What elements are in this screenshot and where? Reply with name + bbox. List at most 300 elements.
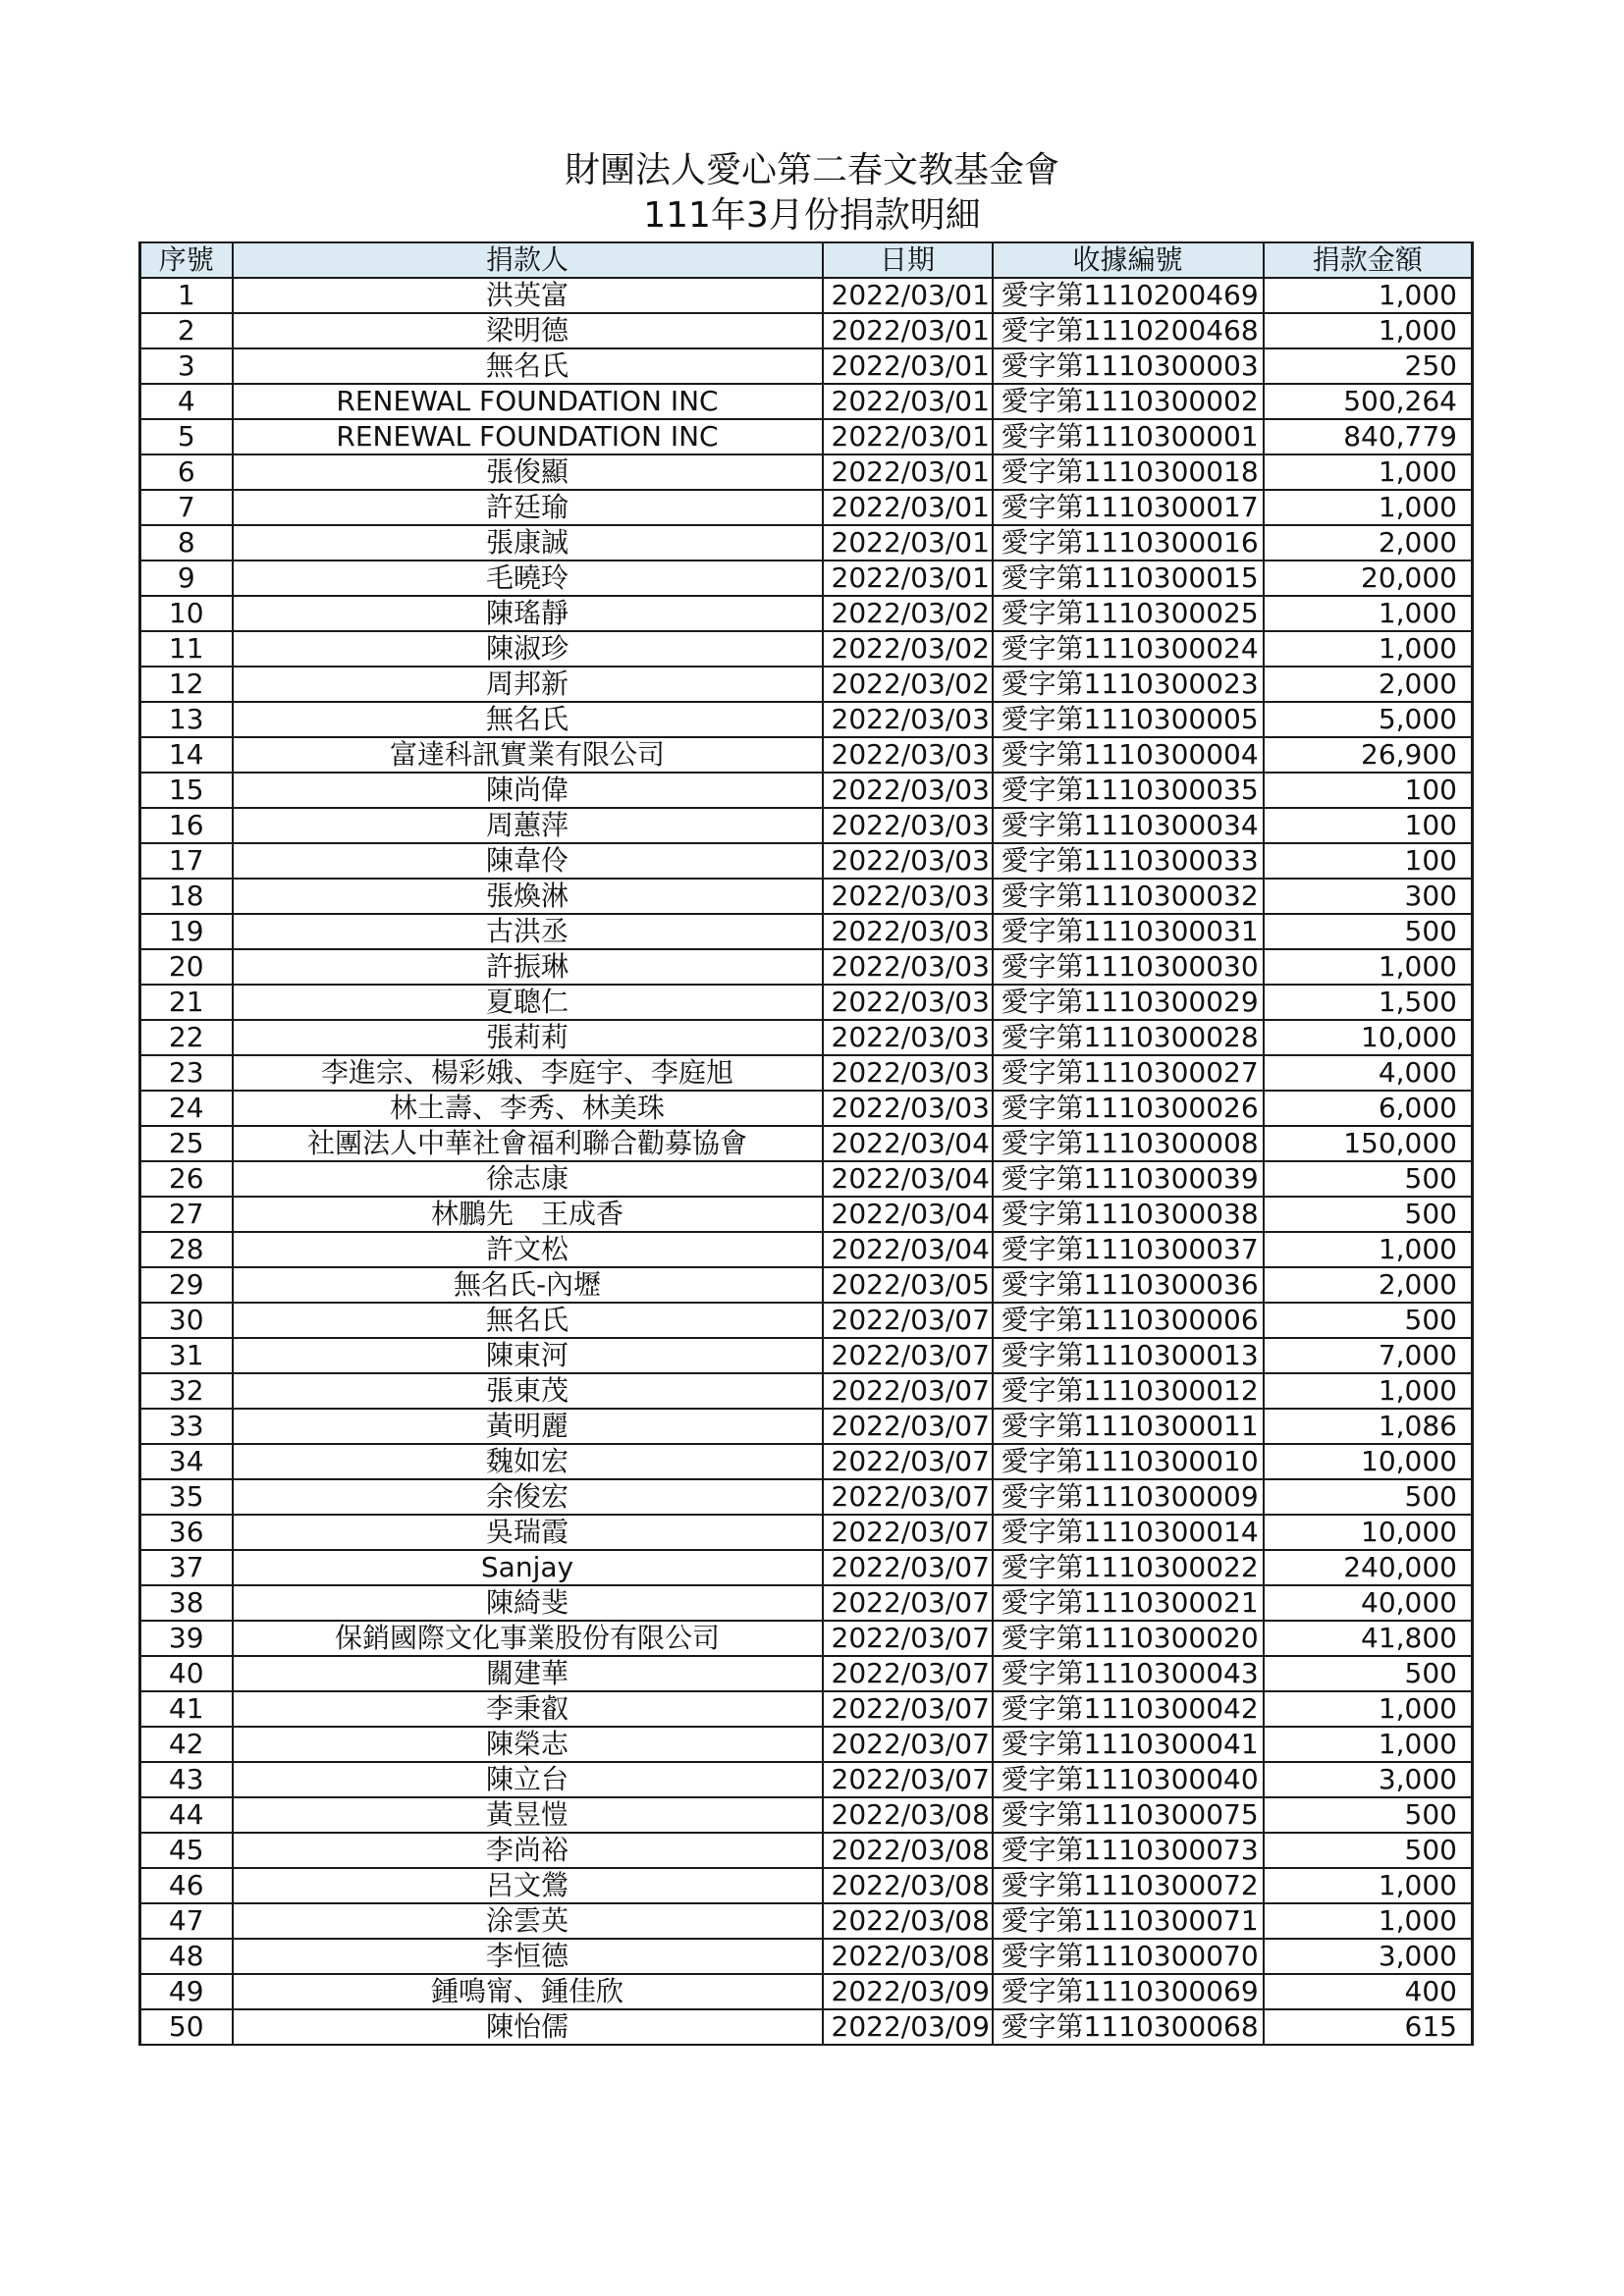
donor-name: 關建華: [233, 1656, 823, 1691]
donation-amount: 500: [1264, 1797, 1473, 1833]
donation-date: 2022/03/03: [823, 949, 993, 985]
donation-date: 2022/03/04: [823, 1161, 993, 1197]
table-row: [140, 702, 1473, 737]
donation-date: 2022/03/04: [823, 1232, 993, 1267]
donation-date: 2022/03/07: [823, 1762, 993, 1797]
row-number: 41: [140, 1691, 233, 1727]
table-row: [140, 2009, 1473, 2045]
donation-amount: 100: [1264, 808, 1473, 843]
donation-amount: 40,000: [1264, 1585, 1473, 1621]
row-number: 32: [140, 1373, 233, 1409]
donor-name: 陳怡儒: [233, 2009, 823, 2045]
row-number: 22: [140, 1020, 233, 1055]
table-row: [140, 525, 1473, 561]
row-number: 16: [140, 808, 233, 843]
donation-date: 2022/03/07: [823, 1444, 993, 1479]
table-row: [140, 1479, 1473, 1515]
donor-name: 陳韋伶: [233, 843, 823, 879]
donation-table: [138, 241, 1474, 2046]
donation-amount: 500: [1264, 1161, 1473, 1197]
table-row: [140, 384, 1473, 419]
donation-date: 2022/03/07: [823, 1373, 993, 1409]
row-number: 17: [140, 843, 233, 879]
receipt-number: 愛字第1110300016: [993, 525, 1264, 561]
donation-amount: 400: [1264, 1974, 1473, 2009]
donor-name: 陳榮志: [233, 1727, 823, 1762]
donor-name: 李秉叡: [233, 1691, 823, 1727]
donation-date: 2022/03/03: [823, 702, 993, 737]
donation-date: 2022/03/03: [823, 843, 993, 879]
donation-amount: 1,000: [1264, 1727, 1473, 1762]
row-number: 11: [140, 631, 233, 667]
donation-amount: 500: [1264, 1303, 1473, 1338]
receipt-number: 愛字第1110300010: [993, 1444, 1264, 1479]
receipt-number: 愛字第1110300073: [993, 1833, 1264, 1868]
table-row: [140, 1444, 1473, 1479]
donation-amount: 240,000: [1264, 1550, 1473, 1585]
row-number: 1: [140, 278, 233, 313]
donation-amount: 1,000: [1264, 278, 1473, 313]
donation-amount: 10,000: [1264, 1515, 1473, 1550]
receipt-number: 愛字第1110300041: [993, 1727, 1264, 1762]
row-number: 39: [140, 1621, 233, 1656]
receipt-number: 愛字第1110300034: [993, 808, 1264, 843]
table-row: [140, 1515, 1473, 1550]
donation-amount: 100: [1264, 843, 1473, 879]
donation-amount: 3,000: [1264, 1939, 1473, 1974]
receipt-number: 愛字第1110200468: [993, 313, 1264, 348]
table-body: [140, 278, 1473, 2045]
receipt-number: 愛字第1110300006: [993, 1303, 1264, 1338]
donor-name: 古洪丞: [233, 914, 823, 949]
receipt-number: 愛字第1110300024: [993, 631, 1264, 667]
row-number: 31: [140, 1338, 233, 1373]
donation-date: 2022/03/03: [823, 808, 993, 843]
table-row: [140, 1091, 1473, 1126]
donation-amount: 1,500: [1264, 985, 1473, 1020]
donor-name: 社團法人中華社會福利聯合勸募協會: [233, 1126, 823, 1161]
receipt-number: 愛字第1110300011: [993, 1409, 1264, 1444]
donation-amount: 500: [1264, 1479, 1473, 1515]
table-row: [140, 914, 1473, 949]
table-header-row: [140, 242, 1473, 278]
table-row: [140, 1656, 1473, 1691]
donation-amount: 250: [1264, 348, 1473, 384]
donor-name: 張康誠: [233, 525, 823, 561]
donation-amount: 10,000: [1264, 1020, 1473, 1055]
column-header-amount: 捐款金額: [1264, 242, 1473, 278]
donation-date: 2022/03/01: [823, 454, 993, 490]
donation-date: 2022/03/07: [823, 1515, 993, 1550]
donation-date: 2022/03/01: [823, 384, 993, 419]
table-row: [140, 1727, 1473, 1762]
donation-date: 2022/03/03: [823, 1020, 993, 1055]
donation-date: 2022/03/07: [823, 1727, 993, 1762]
table-row: [140, 1338, 1473, 1373]
table-row: [140, 1868, 1473, 1903]
donation-date: 2022/03/07: [823, 1656, 993, 1691]
donation-date: 2022/03/08: [823, 1868, 993, 1903]
donation-amount: 1,000: [1264, 949, 1473, 985]
document-subtitle: 111年3月份捐款明細: [643, 195, 981, 236]
donation-amount: 500: [1264, 1197, 1473, 1232]
donor-name: RENEWAL FOUNDATION INC: [233, 384, 823, 419]
donation-amount: 26,900: [1264, 737, 1473, 773]
table-row: [140, 1550, 1473, 1585]
table-row: [140, 1797, 1473, 1833]
receipt-number: 愛字第1110300036: [993, 1267, 1264, 1303]
row-number: 37: [140, 1550, 233, 1585]
donation-date: 2022/03/03: [823, 773, 993, 808]
donor-name: 鍾鳴甯、鍾佳欣: [233, 1974, 823, 2009]
receipt-number: 愛字第1110300043: [993, 1656, 1264, 1691]
donation-amount: 500: [1264, 1656, 1473, 1691]
table-row: [140, 348, 1473, 384]
table-row: [140, 596, 1473, 631]
receipt-number: 愛字第1110300029: [993, 985, 1264, 1020]
table-row: [140, 561, 1473, 596]
table-row: [140, 1267, 1473, 1303]
receipt-number: 愛字第1110300012: [993, 1373, 1264, 1409]
donor-name: 黃昱愷: [233, 1797, 823, 1833]
donor-name: 徐志康: [233, 1161, 823, 1197]
receipt-number: 愛字第1110300035: [993, 773, 1264, 808]
donation-amount: 500: [1264, 914, 1473, 949]
document-title: 財團法人愛心第二春文教基金會: [564, 150, 1059, 190]
receipt-number: 愛字第1110300013: [993, 1338, 1264, 1373]
donor-name: 許振琳: [233, 949, 823, 985]
receipt-number: 愛字第1110300015: [993, 561, 1264, 596]
receipt-number: 愛字第1110300038: [993, 1197, 1264, 1232]
row-number: 2: [140, 313, 233, 348]
donor-name: 毛曉玲: [233, 561, 823, 596]
row-number: 23: [140, 1055, 233, 1091]
receipt-number: 愛字第1110300020: [993, 1621, 1264, 1656]
row-number: 38: [140, 1585, 233, 1621]
table-row: [140, 1691, 1473, 1727]
donor-name: 張俊顯: [233, 454, 823, 490]
donor-name: RENEWAL FOUNDATION INC: [233, 419, 823, 454]
table-row: [140, 278, 1473, 313]
table-row: [140, 1621, 1473, 1656]
donor-name: 周蕙萍: [233, 808, 823, 843]
donor-name: Sanjay: [233, 1550, 823, 1585]
table-row: [140, 490, 1473, 525]
receipt-number: 愛字第1110300025: [993, 596, 1264, 631]
donation-amount: 4,000: [1264, 1055, 1473, 1091]
table-row: [140, 1232, 1473, 1267]
column-header-number: 序號: [140, 242, 233, 278]
row-number: 20: [140, 949, 233, 985]
donation-date: 2022/03/07: [823, 1621, 993, 1656]
donation-date: 2022/03/09: [823, 1974, 993, 2009]
row-number: 48: [140, 1939, 233, 1974]
donation-amount: 3,000: [1264, 1762, 1473, 1797]
donation-date: 2022/03/09: [823, 2009, 993, 2045]
donor-name: 吳瑞霞: [233, 1515, 823, 1550]
donation-date: 2022/03/07: [823, 1338, 993, 1373]
donor-name: 許文松: [233, 1232, 823, 1267]
row-number: 5: [140, 419, 233, 454]
receipt-number: 愛字第1110200469: [993, 278, 1264, 313]
donation-date: 2022/03/04: [823, 1126, 993, 1161]
donor-name: 梁明德: [233, 313, 823, 348]
donor-name: 陳綺斐: [233, 1585, 823, 1621]
donation-amount: 615: [1264, 2009, 1473, 2045]
donation-date: 2022/03/03: [823, 985, 993, 1020]
donation-amount: 2,000: [1264, 525, 1473, 561]
donation-amount: 2,000: [1264, 667, 1473, 702]
receipt-number: 愛字第1110300068: [993, 2009, 1264, 2045]
donation-date: 2022/03/08: [823, 1797, 993, 1833]
row-number: 9: [140, 561, 233, 596]
receipt-number: 愛字第1110300072: [993, 1868, 1264, 1903]
table-row: [140, 737, 1473, 773]
donor-name: 無名氏: [233, 1303, 823, 1338]
donation-amount: 7,000: [1264, 1338, 1473, 1373]
table-row: [140, 419, 1473, 454]
donor-name: 富達科訊實業有限公司: [233, 737, 823, 773]
donation-date: 2022/03/08: [823, 1939, 993, 1974]
donation-date: 2022/03/01: [823, 419, 993, 454]
donation-amount: 1,000: [1264, 1691, 1473, 1727]
row-number: 40: [140, 1656, 233, 1691]
receipt-number: 愛字第1110300037: [993, 1232, 1264, 1267]
table-row: [140, 1055, 1473, 1091]
table-row: [140, 773, 1473, 808]
receipt-number: 愛字第1110300003: [993, 348, 1264, 384]
receipt-number: 愛字第1110300014: [993, 1515, 1264, 1550]
donation-amount: 6,000: [1264, 1091, 1473, 1126]
table-row: [140, 808, 1473, 843]
donation-amount: 1,000: [1264, 1868, 1473, 1903]
donor-name: 陳尚偉: [233, 773, 823, 808]
donation-date: 2022/03/08: [823, 1833, 993, 1868]
donor-name: 林鵬先 王成香: [233, 1197, 823, 1232]
table-row: [140, 631, 1473, 667]
donation-date: 2022/03/07: [823, 1303, 993, 1338]
receipt-number: 愛字第1110300023: [993, 667, 1264, 702]
receipt-number: 愛字第1110300030: [993, 949, 1264, 985]
receipt-number: 愛字第1110300069: [993, 1974, 1264, 2009]
row-number: 15: [140, 773, 233, 808]
donation-amount: 500,264: [1264, 384, 1473, 419]
row-number: 7: [140, 490, 233, 525]
row-number: 3: [140, 348, 233, 384]
donation-amount: 10,000: [1264, 1444, 1473, 1479]
row-number: 12: [140, 667, 233, 702]
column-header-receipt: 收據編號: [993, 242, 1264, 278]
receipt-number: 愛字第1110300075: [993, 1797, 1264, 1833]
row-number: 49: [140, 1974, 233, 2009]
row-number: 14: [140, 737, 233, 773]
table-row: [140, 1197, 1473, 1232]
table-row: [140, 985, 1473, 1020]
column-header-date: 日期: [823, 242, 993, 278]
donation-amount: 500: [1264, 1833, 1473, 1868]
donation-date: 2022/03/01: [823, 490, 993, 525]
table-row: [140, 1939, 1473, 1974]
donor-name: 李進宗、楊彩娥、李庭宇、李庭旭: [233, 1055, 823, 1091]
donation-date: 2022/03/08: [823, 1903, 993, 1939]
receipt-number: 愛字第1110300002: [993, 384, 1264, 419]
row-number: 10: [140, 596, 233, 631]
receipt-number: 愛字第1110300040: [993, 1762, 1264, 1797]
donation-amount: 41,800: [1264, 1621, 1473, 1656]
donor-name: 陳立台: [233, 1762, 823, 1797]
donor-name: 涂雲英: [233, 1903, 823, 1939]
donation-date: 2022/03/03: [823, 914, 993, 949]
donor-name: 保銷國際文化事業股份有限公司: [233, 1621, 823, 1656]
donor-name: 無名氏: [233, 702, 823, 737]
donation-amount: 1,000: [1264, 596, 1473, 631]
row-number: 21: [140, 985, 233, 1020]
table-row: [140, 1903, 1473, 1939]
donation-date: 2022/03/01: [823, 561, 993, 596]
donor-name: 魏如宏: [233, 1444, 823, 1479]
table-row: [140, 879, 1473, 914]
row-number: 18: [140, 879, 233, 914]
table-row: [140, 1409, 1473, 1444]
row-number: 36: [140, 1515, 233, 1550]
row-number: 28: [140, 1232, 233, 1267]
donor-name: 陳淑珍: [233, 631, 823, 667]
donation-amount: 1,000: [1264, 1232, 1473, 1267]
donor-name: 李尚裕: [233, 1833, 823, 1868]
donor-name: 呂文鶯: [233, 1868, 823, 1903]
row-number: 50: [140, 2009, 233, 2045]
donor-name: 余俊宏: [233, 1479, 823, 1515]
donation-date: 2022/03/04: [823, 1197, 993, 1232]
donation-date: 2022/03/07: [823, 1479, 993, 1515]
donation-date: 2022/03/01: [823, 348, 993, 384]
row-number: 13: [140, 702, 233, 737]
table-row: [140, 1833, 1473, 1868]
donation-date: 2022/03/07: [823, 1691, 993, 1727]
row-number: 24: [140, 1091, 233, 1126]
receipt-number: 愛字第1110300005: [993, 702, 1264, 737]
row-number: 42: [140, 1727, 233, 1762]
row-number: 8: [140, 525, 233, 561]
donor-name: 陳東河: [233, 1338, 823, 1373]
receipt-number: 愛字第1110300039: [993, 1161, 1264, 1197]
row-number: 33: [140, 1409, 233, 1444]
receipt-number: 愛字第1110300070: [993, 1939, 1264, 1974]
table-row: [140, 1020, 1473, 1055]
donation-date: 2022/03/02: [823, 596, 993, 631]
donation-amount: 20,000: [1264, 561, 1473, 596]
table-row: [140, 1161, 1473, 1197]
donation-date: 2022/03/02: [823, 631, 993, 667]
row-number: 29: [140, 1267, 233, 1303]
row-number: 43: [140, 1762, 233, 1797]
donation-date: 2022/03/03: [823, 1091, 993, 1126]
donor-name: 張莉莉: [233, 1020, 823, 1055]
receipt-number: 愛字第1110300017: [993, 490, 1264, 525]
receipt-number: 愛字第1110300042: [993, 1691, 1264, 1727]
donor-name: 李恒德: [233, 1939, 823, 1974]
table-row: [140, 313, 1473, 348]
donation-date: 2022/03/01: [823, 313, 993, 348]
table-row: [140, 1974, 1473, 2009]
donation-amount: 1,000: [1264, 313, 1473, 348]
receipt-number: 愛字第1110300071: [993, 1903, 1264, 1939]
donation-amount: 2,000: [1264, 1267, 1473, 1303]
donation-date: 2022/03/07: [823, 1409, 993, 1444]
row-number: 47: [140, 1903, 233, 1939]
donor-name: 陳瑤靜: [233, 596, 823, 631]
donation-amount: 300: [1264, 879, 1473, 914]
donation-amount: 1,000: [1264, 490, 1473, 525]
donation-date: 2022/03/03: [823, 1055, 993, 1091]
donor-name: 周邦新: [233, 667, 823, 702]
donor-name: 洪英富: [233, 278, 823, 313]
table-row: [140, 1303, 1473, 1338]
table-row: [140, 667, 1473, 702]
receipt-number: 愛字第1110300018: [993, 454, 1264, 490]
row-number: 35: [140, 1479, 233, 1515]
donor-name: 林土壽、李秀、林美珠: [233, 1091, 823, 1126]
receipt-number: 愛字第1110300008: [993, 1126, 1264, 1161]
donation-amount: 1,000: [1264, 1903, 1473, 1939]
donation-amount: 1,086: [1264, 1409, 1473, 1444]
donor-name: 許廷瑜: [233, 490, 823, 525]
column-header-donor: 捐款人: [233, 242, 823, 278]
table-row: [140, 1126, 1473, 1161]
donation-amount: 100: [1264, 773, 1473, 808]
donor-name: 張東茂: [233, 1373, 823, 1409]
donation-amount: 5,000: [1264, 702, 1473, 737]
donation-date: 2022/03/02: [823, 667, 993, 702]
row-number: 27: [140, 1197, 233, 1232]
table-row: [140, 1373, 1473, 1409]
row-number: 34: [140, 1444, 233, 1479]
receipt-number: 愛字第1110300033: [993, 843, 1264, 879]
row-number: 26: [140, 1161, 233, 1197]
donation-date: 2022/03/01: [823, 278, 993, 313]
receipt-number: 愛字第1110300022: [993, 1550, 1264, 1585]
receipt-number: 愛字第1110300028: [993, 1020, 1264, 1055]
receipt-number: 愛字第1110300021: [993, 1585, 1264, 1621]
donation-amount: 1,000: [1264, 1373, 1473, 1409]
receipt-number: 愛字第1110300001: [993, 419, 1264, 454]
receipt-number: 愛字第1110300004: [993, 737, 1264, 773]
donor-name: 無名氏: [233, 348, 823, 384]
row-number: 44: [140, 1797, 233, 1833]
table-row: [140, 949, 1473, 985]
row-number: 45: [140, 1833, 233, 1868]
donation-amount: 1,000: [1264, 454, 1473, 490]
receipt-number: 愛字第1110300027: [993, 1055, 1264, 1091]
table-row: [140, 843, 1473, 879]
donation-date: 2022/03/05: [823, 1267, 993, 1303]
donation-amount: 150,000: [1264, 1126, 1473, 1161]
row-number: 19: [140, 914, 233, 949]
donation-date: 2022/03/03: [823, 737, 993, 773]
receipt-number: 愛字第1110300026: [993, 1091, 1264, 1126]
row-number: 30: [140, 1303, 233, 1338]
donation-date: 2022/03/07: [823, 1585, 993, 1621]
row-number: 46: [140, 1868, 233, 1903]
row-number: 6: [140, 454, 233, 490]
donation-date: 2022/03/07: [823, 1550, 993, 1585]
receipt-number: 愛字第1110300032: [993, 879, 1264, 914]
table-row: [140, 1585, 1473, 1621]
donor-name: 無名氏-內壢: [233, 1267, 823, 1303]
donor-name: 張煥淋: [233, 879, 823, 914]
donor-name: 夏聰仁: [233, 985, 823, 1020]
table-row: [140, 454, 1473, 490]
